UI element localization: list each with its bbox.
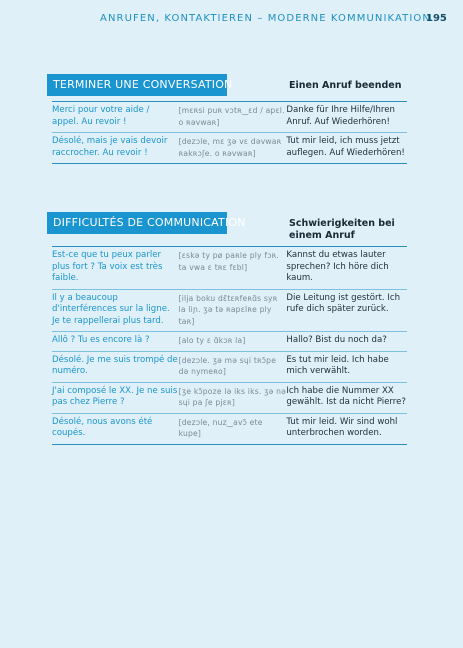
german-translation: Es tut mir leid. Ich habe mich verwählt.: [286, 354, 389, 376]
chapter-title: ANRUFEN, KONTAKTIEREN – MODERNE KOMMUNIKATION: [100, 13, 431, 24]
section-difficultes-communication: [47, 212, 407, 445]
german-translation: Die Leitung ist gestört. Ich rufe dich später zurück.: [286, 292, 401, 314]
german-translation: Ich habe die Nummer XX gewählt. Ist da nicht Pierre?: [286, 385, 406, 407]
page-number: 195: [426, 13, 447, 24]
table-row: [52, 289, 407, 332]
table-row: [52, 331, 407, 351]
section-title-de: Einen Anruf beenden: [289, 80, 402, 91]
german-translation: Tut mir leid. Wir sind wohl unterbrochen worden.: [286, 416, 398, 438]
phonetic-transcription: [ʒe kɔ̃poze lə iks iks. ʒə nə sɥi pa ʃe pjɛʀ]: [178, 386, 287, 407]
section-terminer-conversation: [47, 74, 407, 164]
table-row: [52, 102, 407, 132]
german-translation: Hallo? Bist du noch da?: [286, 335, 387, 345]
french-phrase: Allô ? Tu es encore là ?: [52, 335, 150, 345]
french-phrase: Désolé, mais je vais devoir raccrocher. Au revoir !: [52, 136, 168, 158]
phonetic-transcription: [alo ty ɛ ɑ̃kɔʀ la]: [178, 336, 246, 345]
section-title-fr: DIFFICULTÉS DE COMMUNICATION: [47, 212, 227, 234]
section-title-de: Schwierigkeiten bei einem Anruf: [289, 218, 395, 241]
section-title-fr: TERMINER UNE CONVERSATION: [47, 74, 227, 96]
phonetic-transcription: [ɛskə ty pø paʀle ply fɔʀ. ta vwa ɛ tʀɛ fɛbl]: [178, 251, 279, 272]
table-row: [52, 351, 407, 382]
french-phrase: Il y a beaucoup d'interférences sur la ligne. Je te rappellerai plus tard.: [52, 292, 170, 326]
section-header: [47, 74, 407, 96]
phonetic-transcription: [dezɔle, nuz‿avɔ̃ ete kupe]: [178, 417, 263, 438]
french-phrase: Désolé, nous avons été coupés.: [52, 416, 153, 438]
phrase-table: [52, 246, 407, 445]
table-row: [52, 413, 407, 444]
table-row: [52, 247, 407, 289]
phonetic-transcription: [ilja boku dɛ̃tɛʀfeʀɑ̃s syʀ la liɲ. ʒə tə ʀapɛlʀe ply taʀ]: [178, 293, 278, 326]
phrase-table: [52, 101, 407, 164]
phonetic-transcription: [mɛʀsi puʀ vɔtʀ‿ɛd / apɛl. o ʀəvwaʀ]: [178, 106, 285, 127]
german-translation: Tut mir leid, ich muss jetzt auflegen. Auf Wiederhören!: [286, 136, 405, 158]
table-row: [52, 132, 407, 163]
german-translation: Kannst du etwas lauter sprechen? Ich höre dich kaum.: [286, 250, 389, 283]
french-phrase: J'ai composé le XX. Je ne suis pas chez Pierre ?: [52, 385, 178, 407]
table-row: [52, 382, 407, 413]
french-phrase: Merci pour votre aide / appel. Au revoir !: [52, 105, 150, 127]
french-phrase: Est-ce que tu peux parler plus fort ? Ta voix est très faible.: [52, 250, 163, 283]
phonetic-transcription: [dezɔle, mɛ ʒə vɛ dəvwaʀ ʀakʀɔʃe. o ʀəvwaʀ]: [178, 137, 282, 158]
section-header: [47, 212, 407, 241]
french-phrase: Désolé. Je me suis trompé de numéro.: [52, 354, 178, 376]
german-translation: Danke für Ihre Hilfe/Ihren Anruf. Auf Wiederhören!: [286, 105, 395, 127]
phonetic-transcription: [dezɔle. ʒə mə sɥi tʀɔ̃pe də nymeʀo]: [178, 355, 277, 376]
